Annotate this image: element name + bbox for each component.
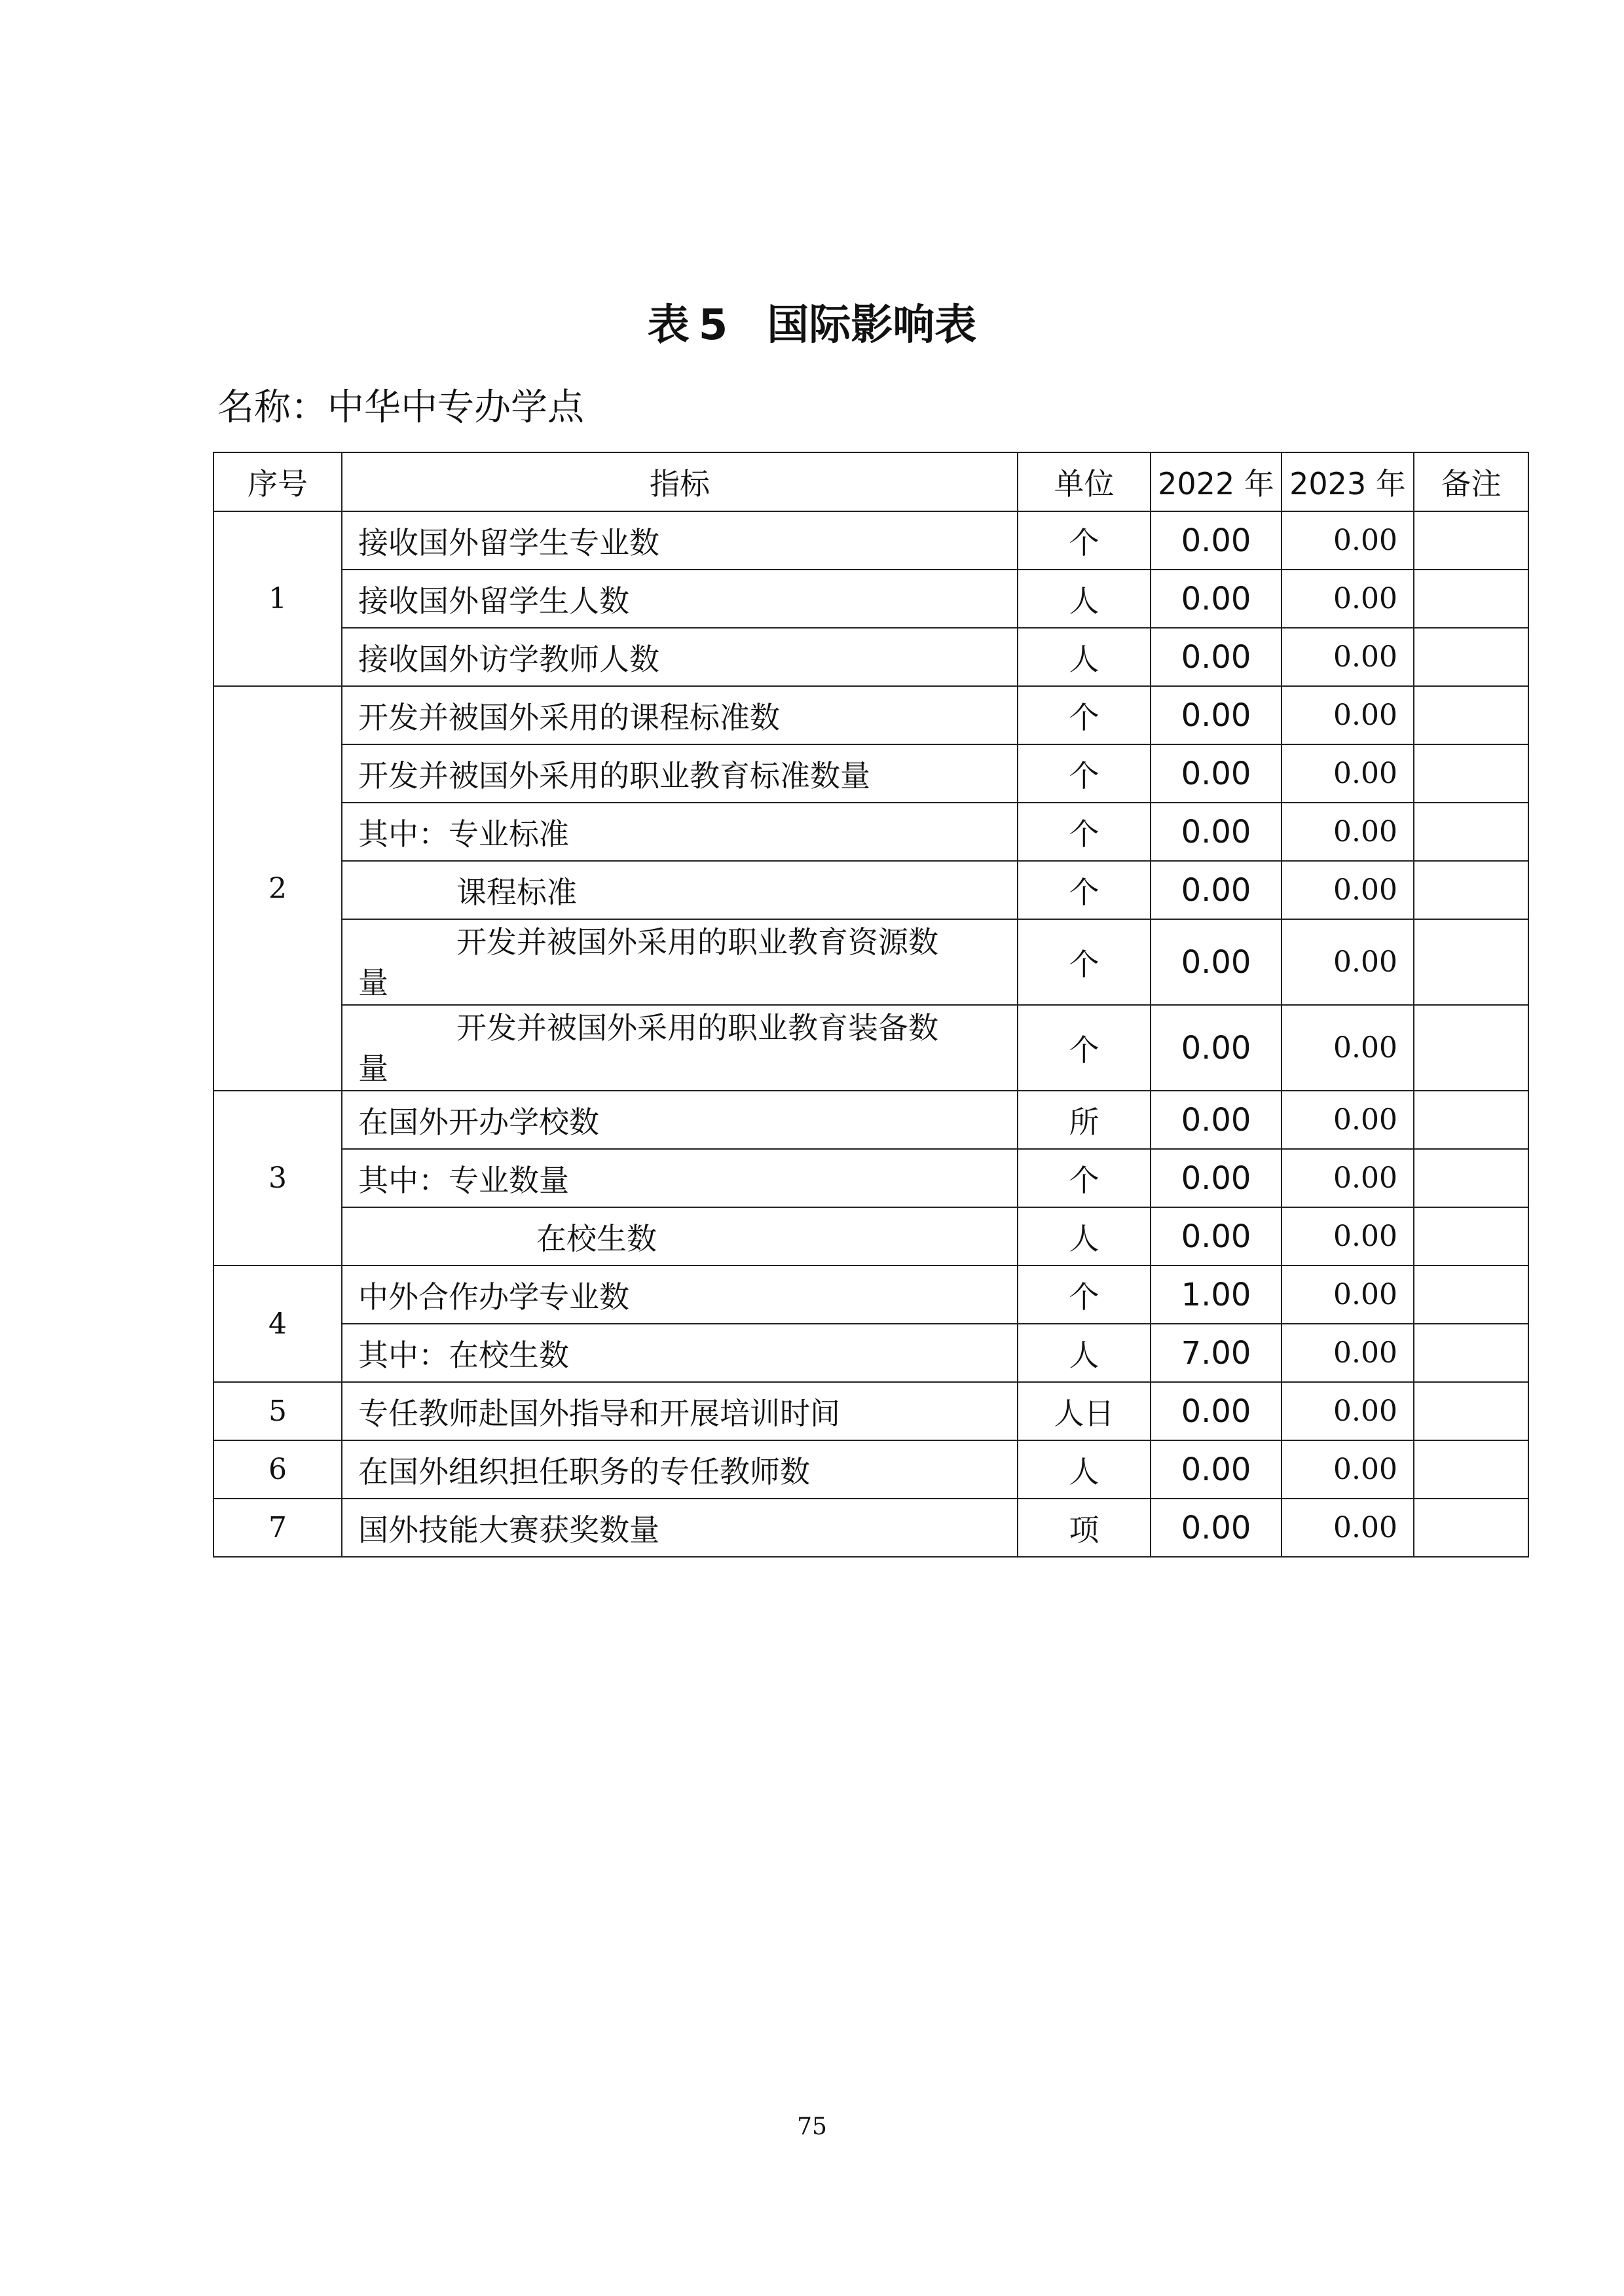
- header-unit: 单位: [1018, 452, 1151, 511]
- indicator-cell: [342, 861, 1018, 919]
- table-row: [213, 1091, 1528, 1149]
- table-row: [213, 1499, 1528, 1557]
- value-2023-cell: 0.00: [1282, 686, 1414, 744]
- value-2022-cell: 0.00: [1151, 1382, 1282, 1440]
- value-2022-cell: 0.00: [1151, 511, 1282, 570]
- value-2022-cell: 0.00: [1151, 744, 1282, 803]
- remark-cell: [1414, 570, 1528, 628]
- table-row: [213, 570, 1528, 628]
- value-2022-cell: 7.00: [1151, 1324, 1282, 1382]
- institution-name: 名称：中华中专办学点: [217, 386, 584, 429]
- remark-cell: [1414, 686, 1528, 744]
- seq-cell: 5: [213, 1382, 342, 1440]
- indicator-cell: 国外技能大赛获奖数量: [342, 1499, 1018, 1557]
- header-remark: 备注: [1414, 452, 1528, 511]
- remark-cell: [1414, 1207, 1528, 1266]
- header-seq: 序号: [213, 452, 342, 511]
- table-row: [213, 1149, 1528, 1207]
- remark-cell: [1414, 744, 1528, 803]
- international-influence-table: [213, 452, 1529, 1558]
- indicator-cell: [342, 1207, 1018, 1266]
- value-2022-cell: 0.00: [1151, 1091, 1282, 1149]
- value-2022-cell: 0.00: [1151, 1440, 1282, 1499]
- unit-cell: 个: [1018, 511, 1151, 570]
- table-row: [213, 628, 1528, 686]
- indicator-text: 在校生数: [536, 1220, 657, 1256]
- value-2023-cell: 0.00: [1282, 1005, 1414, 1091]
- value-2022-cell: 0.00: [1151, 1499, 1282, 1557]
- page-title: [0, 296, 1624, 355]
- table-header-row: [213, 452, 1528, 511]
- remark-cell: [1414, 511, 1528, 570]
- remark-cell: [1414, 1382, 1528, 1440]
- title-text: 国际影响表: [767, 301, 977, 350]
- seq-cell: 4: [213, 1266, 342, 1382]
- table-row: [213, 1207, 1528, 1266]
- remark-cell: [1414, 861, 1528, 919]
- unit-cell: 人: [1018, 1324, 1151, 1382]
- indicator-cell: 接收国外留学生人数: [342, 570, 1018, 628]
- indicator-cell: 开发并被国外采用的职业教育标准数量: [342, 744, 1018, 803]
- value-2023-cell: 0.00: [1282, 1324, 1414, 1382]
- table-row: [213, 861, 1528, 919]
- unit-cell: 人: [1018, 1440, 1151, 1499]
- remark-cell: [1414, 803, 1528, 861]
- indicator-text-line2: 量: [358, 1050, 388, 1086]
- indicator-cell: [342, 919, 1018, 1005]
- value-2023-cell: 0.00: [1282, 1149, 1414, 1207]
- indicator-cell: 接收国外留学生专业数: [342, 511, 1018, 570]
- indicator-text-line1: 开发并被国外采用的职业教育装备数: [456, 1010, 938, 1046]
- unit-cell: 个: [1018, 919, 1151, 1005]
- value-2023-cell: 0.00: [1282, 803, 1414, 861]
- remark-cell: [1414, 1499, 1528, 1557]
- seq-cell: 2: [213, 686, 342, 1091]
- remark-cell: [1414, 919, 1528, 1005]
- indicator-cell: 接收国外访学教师人数: [342, 628, 1018, 686]
- value-2023-cell: 0.00: [1282, 1091, 1414, 1149]
- table-row: [213, 1266, 1528, 1324]
- unit-cell: 个: [1018, 803, 1151, 861]
- unit-cell: 个: [1018, 1266, 1151, 1324]
- indicator-text-line2: 量: [358, 964, 388, 1000]
- indicator-cell: 在国外组织担任职务的专任教师数: [342, 1440, 1018, 1499]
- remark-cell: [1414, 1324, 1528, 1382]
- unit-cell: 人日: [1018, 1382, 1151, 1440]
- table-row: [213, 744, 1528, 803]
- remark-cell: [1414, 1005, 1528, 1091]
- page-number: 75: [797, 2113, 827, 2140]
- header-2023: 2023 年: [1282, 452, 1414, 511]
- value-2023-cell: 0.00: [1282, 1382, 1414, 1440]
- table-row: [213, 1005, 1528, 1091]
- unit-cell: 人: [1018, 570, 1151, 628]
- value-2022-cell: 0.00: [1151, 861, 1282, 919]
- value-2023-cell: 0.00: [1282, 628, 1414, 686]
- indicator-cell: 其中：专业标准: [342, 803, 1018, 861]
- value-2022-cell: 1.00: [1151, 1266, 1282, 1324]
- table-row: [213, 1440, 1528, 1499]
- value-2023-cell: 0.00: [1282, 1266, 1414, 1324]
- indicator-cell: 中外合作办学专业数: [342, 1266, 1018, 1324]
- indicator-text: 课程标准: [456, 874, 577, 910]
- table-row: [213, 919, 1528, 1005]
- header-indicator: 指标: [342, 452, 1018, 511]
- seq-cell: 7: [213, 1499, 342, 1557]
- unit-cell: 项: [1018, 1499, 1151, 1557]
- seq-cell: 1: [213, 511, 342, 686]
- remark-cell: [1414, 1440, 1528, 1499]
- header-2022: 2022 年: [1151, 452, 1282, 511]
- title-number: 5: [698, 301, 728, 350]
- indicator-text-line1: 开发并被国外采用的职业教育资源数: [456, 924, 938, 960]
- indicator-cell: 开发并被国外采用的课程标准数: [342, 686, 1018, 744]
- indicator-cell: 专任教师赴国外指导和开展培训时间: [342, 1382, 1018, 1440]
- unit-cell: 所: [1018, 1091, 1151, 1149]
- remark-cell: [1414, 628, 1528, 686]
- remark-cell: [1414, 1266, 1528, 1324]
- remark-cell: [1414, 1091, 1528, 1149]
- indicator-cell: 其中：在校生数: [342, 1324, 1018, 1382]
- indicator-cell: 其中：专业数量: [342, 1149, 1018, 1207]
- value-2023-cell: 0.00: [1282, 919, 1414, 1005]
- unit-cell: 个: [1018, 1149, 1151, 1207]
- value-2023-cell: 0.00: [1282, 570, 1414, 628]
- table-row: [213, 511, 1528, 570]
- unit-cell: 人: [1018, 628, 1151, 686]
- value-2022-cell: 0.00: [1151, 1149, 1282, 1207]
- unit-cell: 个: [1018, 744, 1151, 803]
- value-2023-cell: 0.00: [1282, 511, 1414, 570]
- indicator-cell: 在国外开办学校数: [342, 1091, 1018, 1149]
- seq-cell: 3: [213, 1091, 342, 1266]
- indicator-cell: [342, 1005, 1018, 1091]
- value-2023-cell: 0.00: [1282, 1440, 1414, 1499]
- value-2022-cell: 0.00: [1151, 686, 1282, 744]
- table-row: [213, 686, 1528, 744]
- value-2022-cell: 0.00: [1151, 628, 1282, 686]
- value-2022-cell: 0.00: [1151, 803, 1282, 861]
- title-prefix: 表: [647, 301, 690, 350]
- value-2022-cell: 0.00: [1151, 1005, 1282, 1091]
- unit-cell: 个: [1018, 686, 1151, 744]
- unit-cell: 人: [1018, 1207, 1151, 1266]
- table-row: [213, 1324, 1528, 1382]
- value-2023-cell: 0.00: [1282, 861, 1414, 919]
- value-2023-cell: 0.00: [1282, 1499, 1414, 1557]
- value-2022-cell: 0.00: [1151, 570, 1282, 628]
- value-2022-cell: 0.00: [1151, 1207, 1282, 1266]
- value-2023-cell: 0.00: [1282, 1207, 1414, 1266]
- table-row: [213, 803, 1528, 861]
- remark-cell: [1414, 1149, 1528, 1207]
- unit-cell: 个: [1018, 1005, 1151, 1091]
- table-row: [213, 1382, 1528, 1440]
- seq-cell: 6: [213, 1440, 342, 1499]
- value-2023-cell: 0.00: [1282, 744, 1414, 803]
- unit-cell: 个: [1018, 861, 1151, 919]
- value-2022-cell: 0.00: [1151, 919, 1282, 1005]
